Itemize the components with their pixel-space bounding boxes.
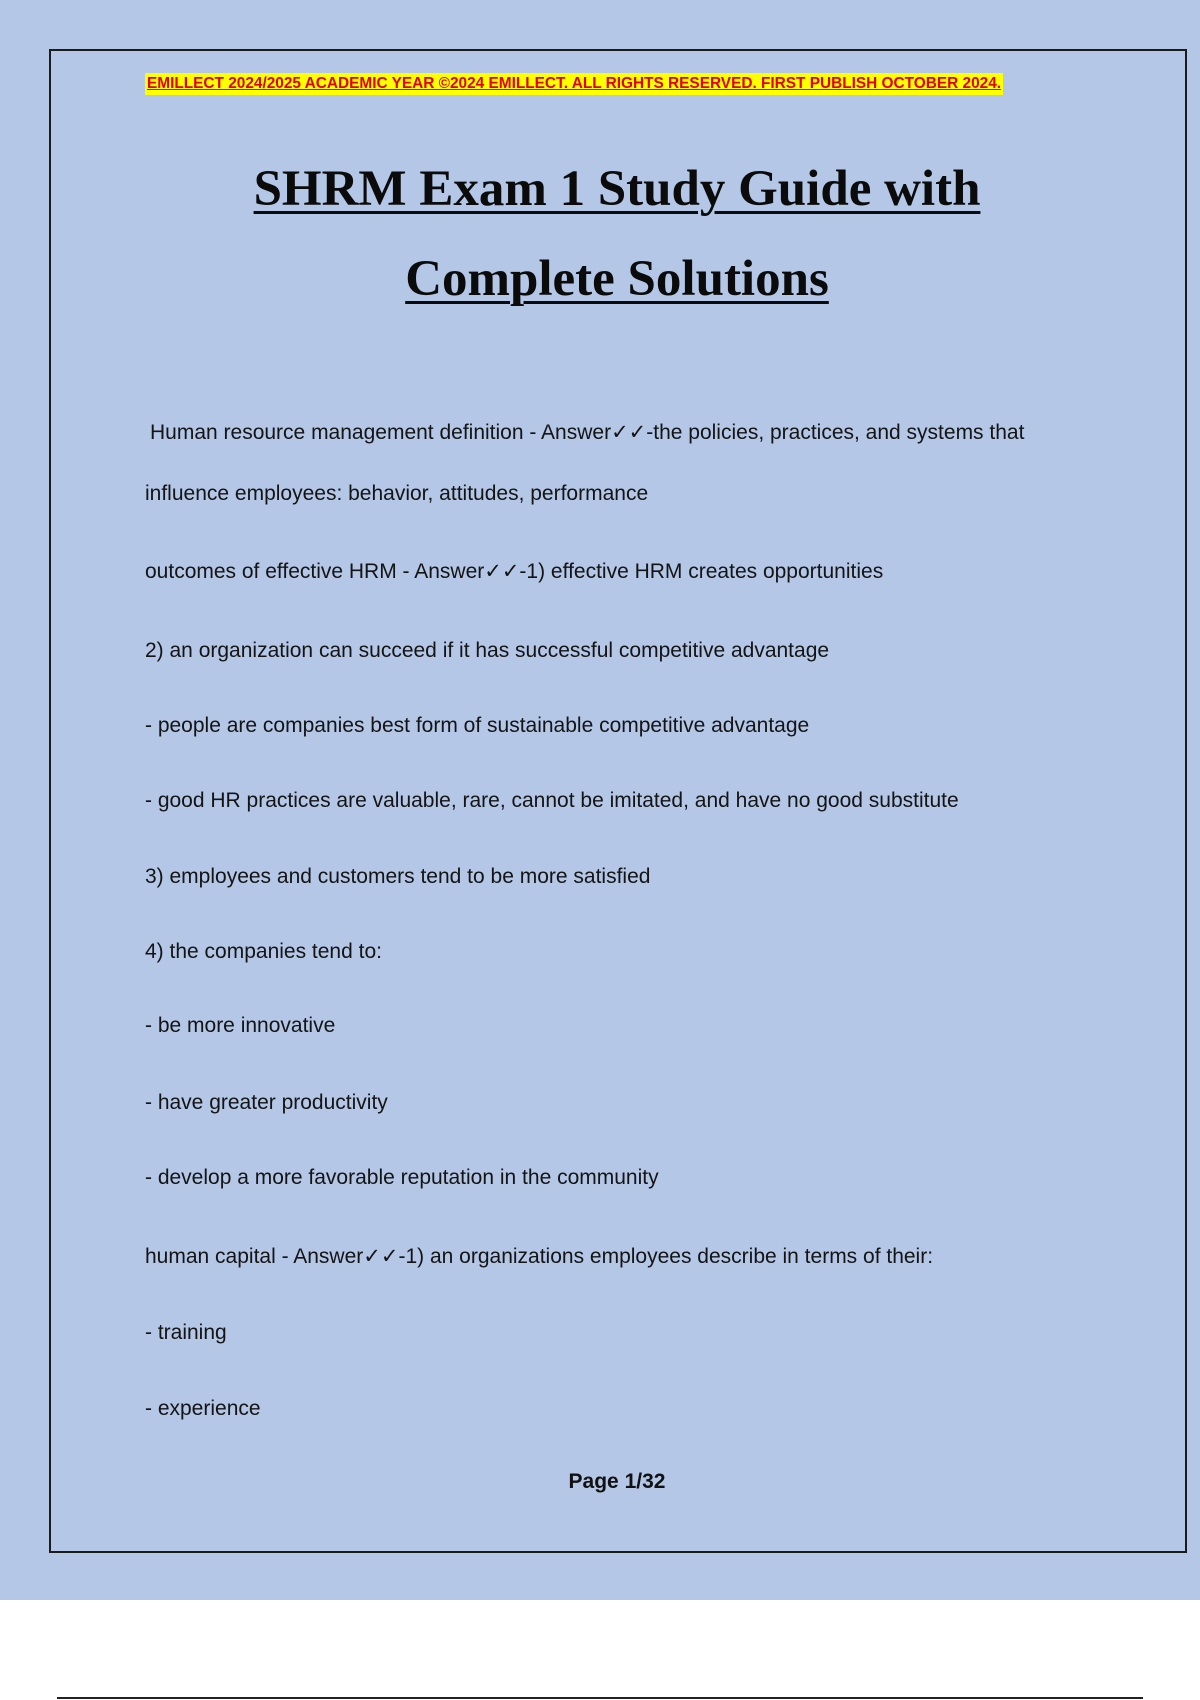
document-title-line-1: SHRM Exam 1 Study Guide with: [253, 161, 981, 217]
content-line: outcomes of effective HRM - Answer✓✓-1) effective HRM creates opportunities: [145, 560, 884, 583]
content-line: Human resource management definition - Answer✓✓-the policies, practices, and systems that: [150, 421, 1025, 444]
next-page-rule: [57, 1697, 1143, 1699]
content-line: 3) employees and customers tend to be more satisfied: [145, 865, 651, 888]
copyright-notice: EMILLECT 2024/2025 ACADEMIC YEAR ©2024 EMILLECT. ALL RIGHTS RESERVED. FIRST PUBLISH OCTOBER 2024.: [145, 73, 1003, 95]
document-title-line-2: Complete Solutions: [405, 251, 829, 307]
content-line: - people are companies best form of sustainable competitive advantage: [145, 714, 810, 737]
content-line: - experience: [145, 1397, 261, 1420]
content-line: - be more innovative: [145, 1014, 336, 1037]
content-line: - have greater productivity: [145, 1091, 388, 1114]
content-line: 4) the companies tend to:: [145, 940, 382, 963]
content-line: - training: [145, 1321, 227, 1344]
content-line: influence employees: behavior, attitudes, performance: [145, 482, 649, 505]
content-line: - good HR practices are valuable, rare, cannot be imitated, and have no good substitute: [145, 789, 959, 812]
content-line: human capital - Answer✓✓-1) an organizations employees describe in terms of their:: [145, 1245, 934, 1268]
content-line: 2) an organization can succeed if it has successful competitive advantage: [145, 639, 830, 662]
content-line: - develop a more favorable reputation in the community: [145, 1166, 659, 1189]
page-number: Page 1/32: [568, 1470, 666, 1493]
